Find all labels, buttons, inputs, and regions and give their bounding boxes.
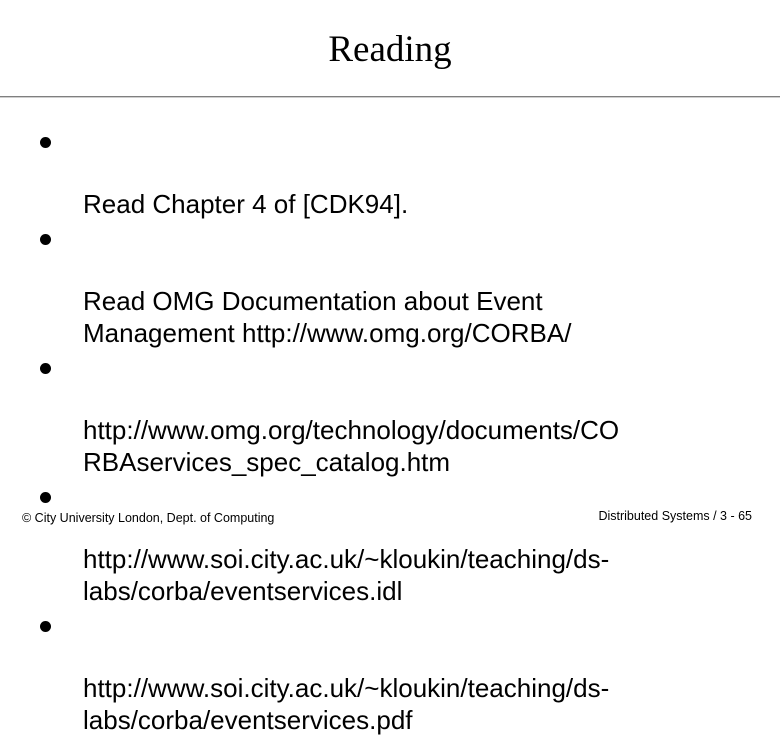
list-item	[40, 221, 770, 349]
title-divider	[0, 96, 780, 98]
list-item	[40, 608, 770, 736]
list-item	[40, 124, 770, 220]
bullet-list	[40, 124, 770, 737]
bullet-dot-icon	[40, 492, 51, 503]
bullet-dot-icon	[40, 234, 51, 245]
list-item	[40, 350, 770, 478]
bullet-text: http://www.soi.city.ac.uk/~kloukin/teaching/ds- labs/corba/eventservices.idl	[83, 544, 610, 606]
bullet-dot-icon	[40, 363, 51, 374]
list-item	[40, 479, 770, 607]
footer-page-info: Distributed Systems / 3 - 65	[598, 509, 752, 523]
bullet-dot-icon	[40, 137, 51, 148]
bullet-text: Read Chapter 4 of [CDK94].	[83, 189, 409, 219]
slide-title: Reading	[328, 29, 452, 70]
bullet-text: http://www.omg.org/technology/documents/CO RBAservices_spec_catalog.htm	[83, 415, 620, 477]
bullet-text: Read OMG Documentation about Event Management http://www.omg.org/CORBA/	[83, 286, 572, 348]
bullet-text: http://www.soi.city.ac.uk/~kloukin/teaching/ds- labs/corba/eventservices.pdf	[83, 673, 610, 735]
bullet-dot-icon	[40, 621, 51, 632]
footer-copyright: © City University London, Dept. of Computing	[22, 511, 275, 525]
